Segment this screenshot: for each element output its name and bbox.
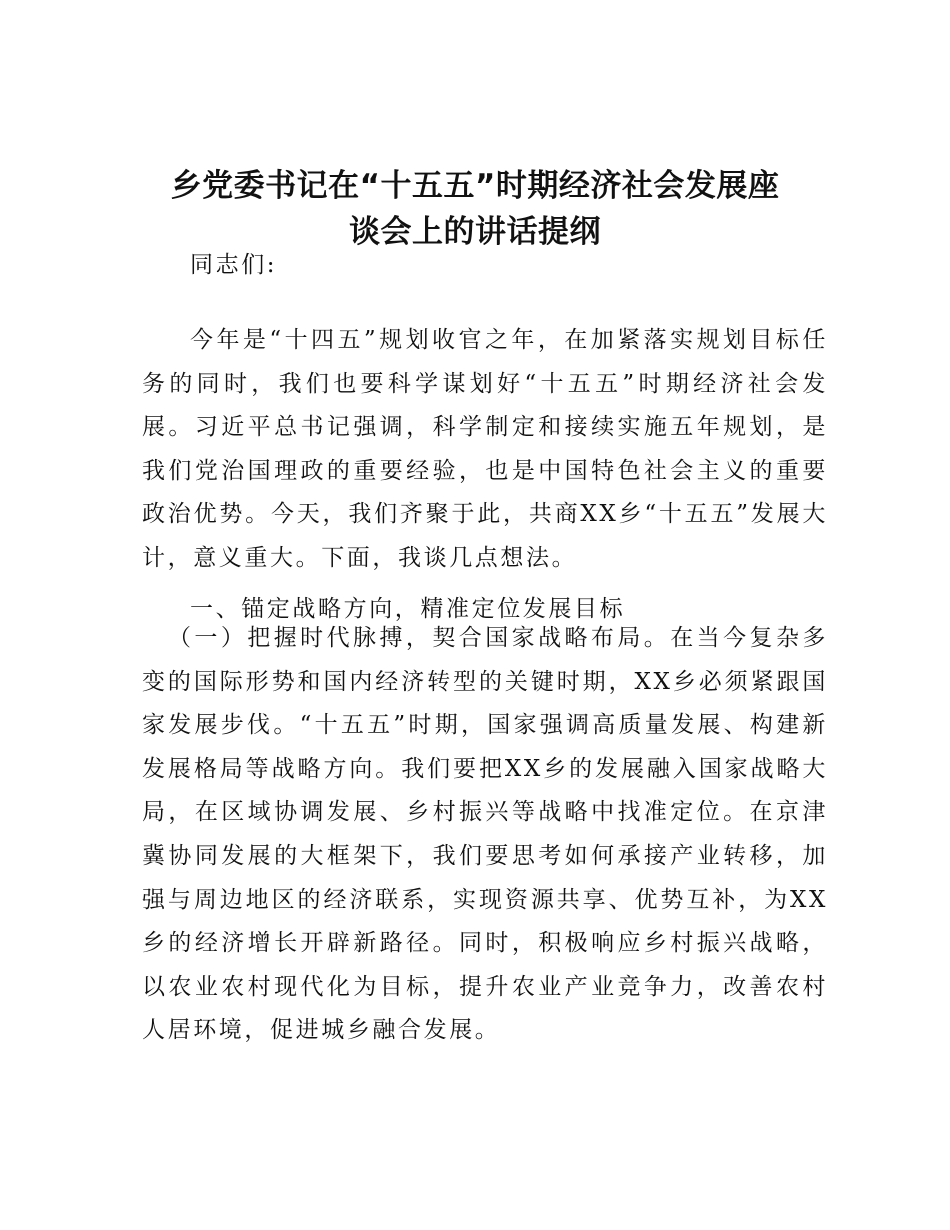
salutation: 同志们: (190, 252, 278, 278)
title-line-1: 乡党委书记在“十五五”时期经济社会发展座 (170, 168, 780, 204)
section-heading-1: 一、锚定战略方向，精准定位发展目标 (190, 596, 626, 622)
document-title (120, 163, 830, 255)
title-line-2: 谈会上的讲话提纲 (349, 214, 601, 250)
paragraph-section-1-1: （一）把握时代脉搏，契合国家战略布局。在当今复杂多变的国际形势和国内经济转型的关键时期，XX乡必须紧跟国家发展步伐。“十五五”时期，国家强调高质量发展、构建新发展格局等战略方向。我们要把XX乡的发展融入国家战略大局，在区域协调发展、乡村振兴等战略中找准定位。在京津冀协同发展的大框架下，我们要思考如何承接产业转移，加强与周边地区的经济联系，实现资源共享、优势互补，为XX乡的经济增长开辟新路径。同时，积极响应乡村振兴战略，以农业农村现代化为目标，提升农业产业竞争力，改善农村人居环境，促进城乡融合发展。 (142, 625, 828, 1044)
paragraph-intro: 今年是“十四五”规划收官之年，在加紧落实规划目标任务的同时，我们也要科学谋划好“十五五”时期经济社会发展。习近平总书记强调，科学制定和接续实施五年规划，是我们党治国理政的重要经验，也是中国特色社会主义的重要政治优势。今天，我们齐聚于此，共商XX乡“十五五”发展大计，意义重大。下面，我谈几点想法。 (142, 327, 828, 571)
